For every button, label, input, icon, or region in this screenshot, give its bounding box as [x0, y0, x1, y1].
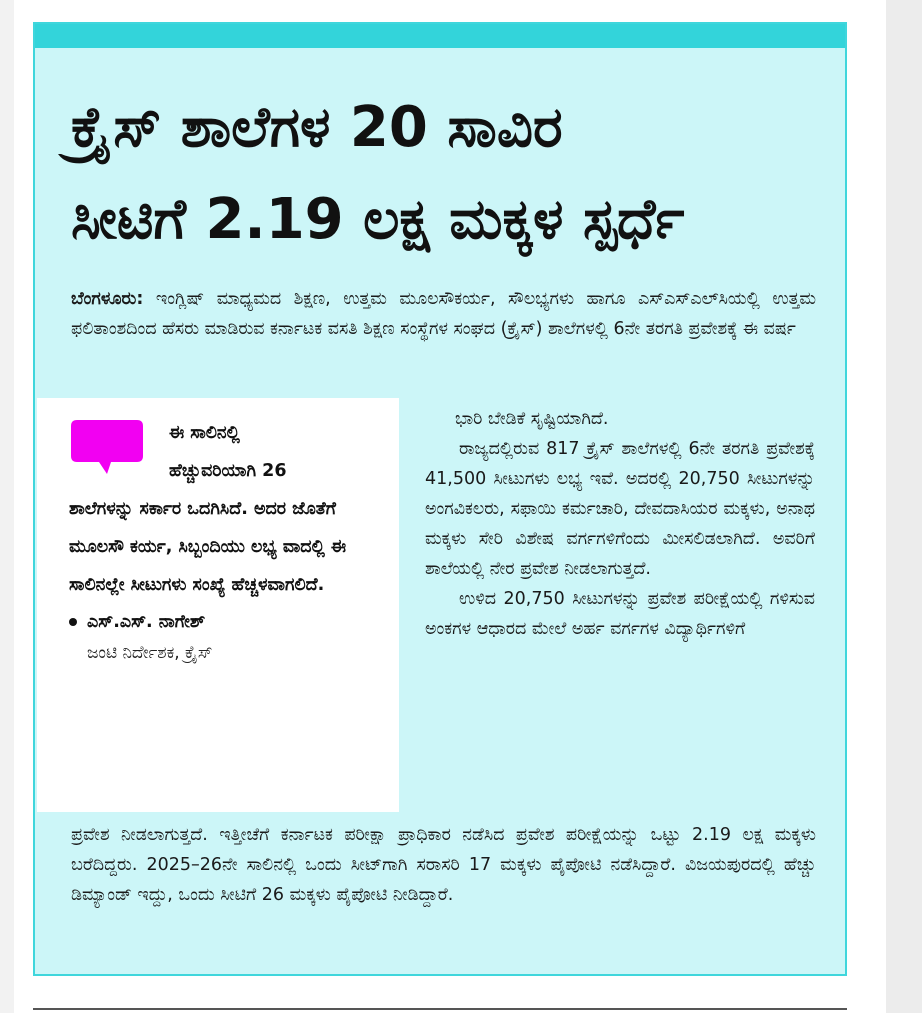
headline-line-2: ಸೀಟಿಗೆ 2.19 ಲಕ್ಷ ಮಕ್ಕಳ ಸ್ಪರ್ಧೆ [71, 187, 685, 252]
headline-line-1: ಕ್ರೈಸ್ ಶಾಲೆಗಳ 20 ಸಾವಿರ [71, 95, 563, 160]
pull-quote [37, 398, 399, 812]
paragraph-2: ರಾಜ್ಯದಲ್ಲಿರುವ 817 ಕ್ರೈಸ್ ಶಾಲೆಗಳಲ್ಲಿ 6ನೇ ತರಗತಿ ಪ್ರವೇಶಕ್ಕೆ 41,500 ಸೀಟುಗಳು ಲಭ್ಯ ಇವೆ. ಅದರಲ್ಲಿ 20,750 ಸೀಟುಗಳನ್ನು ಅಂಗವಿಕಲರು, ಸಫಾಯಿ ಕರ್ಮಚಾರಿ, ದೇವದಾಸಿಯರ ಮಕ್ಕಳು, ಅನಾಥ ಮಕ್ಕಳು ಸೇರಿ ವಿಶೇಷ ವರ್ಗಗಳಿಗೆಂದು ಮೀಸಲಿಡಲಾಗಿದೆ. ಅವರಿಗೆ ಶಾಲೆಯಲ್ಲಿ ನೇರ ಪ್ರವೇಶ ನೀಡಲಾಗುತ್ತದೆ. [425, 439, 815, 579]
speech-bubble-icon [71, 420, 143, 474]
divider-rule [33, 1008, 847, 1010]
article-conclusion [71, 820, 816, 910]
headline [71, 82, 831, 266]
quote-line-1: ಈ ಸಾಲಿನಲ್ಲಿ [169, 423, 240, 443]
bullet-icon [69, 618, 77, 626]
paragraph-3: ಉಳಿದ 20,750 ಸೀಟುಗಳನ್ನು ಪ್ರವೇಶ ಪರೀಕ್ಷೆಯಲ್ಲಿ ಗಳಿಸುವ ಅಂಕಗಳ ಆಧಾರದ ಮೇಲೆ ಅರ್ಹ ವರ್ಗಗಳ ವಿದ್ಯಾರ್ಥಿಗಳಿಗೆ [425, 589, 815, 639]
accent-bar [35, 24, 845, 48]
article-column [425, 404, 815, 644]
dateline: ಬೆಂಗಳೂರು: [71, 289, 144, 309]
quote-line-2: ಹೆಚ್ಚುವರಿಯಾಗಿ 26 [169, 461, 287, 481]
speaker-name: ಎಸ್.ಎಸ್. ನಾಗೇಶ್ [87, 612, 206, 632]
quote-body: ಶಾಲೆಗಳನ್ನು ಸರ್ಕಾರ ಒದಗಿಸಿದೆ. ಅದರ ಜೊತೆಗೆ ಮೂಲಸೌ ಕರ್ಯ, ಸಿಬ್ಬಂದಿಯು ಲಭ್ಯ ವಾದಲ್ಲಿ ಈ ಸಾಲಿನಲ್ಲೇ ಸೀಟುಗಳು ಸಂಖ್ಯೆ ಹೆಚ್ಚಳವಾಗಲಿದೆ. [69, 499, 347, 595]
speaker-designation: ಜಂಟಿ ನಿರ್ದೇಶಕ, ಕ್ರೈಸ್ [87, 643, 213, 663]
page-margin [886, 0, 922, 1013]
paragraph-3-continued: ಪ್ರವೇಶ ನೀಡಲಾಗುತ್ತದೆ. ಇತ್ತೀಚೆಗೆ ಕರ್ನಾಟಕ ಪರೀಕ್ಷಾ ಪ್ರಾಧಿಕಾರ ನಡೆಸಿದ ಪ್ರವೇಶ ಪರೀಕ್ಷೆಯನ್ನು ಒಟ್ಟು 2.19 ಲಕ್ಷ ಮಕ್ಕಳು ಬರೆದಿದ್ದರು. 2025–26ನೇ ಸಾಲಿನಲ್ಲಿ ಒಂದು ಸೀಟ್‌ಗಾಗಿ ಸರಾಸರಿ 17 ಮಕ್ಕಳು ಪೈಪೋಟಿ ನಡೆಸಿದ್ದಾರೆ. ವಿಜಯಪುರದಲ್ಲಿ ಹೆಚ್ಚು ಡಿಮ್ಯಾಂಡ್ ಇದ್ದು, ಒಂದು ಸೀಟಿಗೆ 26 ಮಕ್ಕಳು ಪೈಪೋಟಿ ನೀಡಿದ್ದಾರೆ. [71, 825, 816, 905]
intro-continued: ಭಾರಿ ಬೇಡಿಕೆ ಸೃಷ್ಟಿಯಾಗಿದೆ. [455, 409, 609, 429]
intro-text: ಇಂಗ್ಲಿಷ್ ಮಾಧ್ಯಮದ ಶಿಕ್ಷಣ, ಉತ್ತಮ ಮೂಲಸೌಕರ್ಯ, ಸೌಲಭ್ಯಗಳು ಹಾಗೂ ಎಸ್‌ಎಸ್‌ಎಲ್‌ಸಿಯಲ್ಲಿ ಉತ್ತಮ ಫಲಿತಾಂಶದಿಂದ ಹೆಸರು ಮಾಡಿರುವ ಕರ್ನಾಟಕ ವಸತಿ ಶಿಕ್ಷಣ ಸಂಸ್ಥೆಗಳ ಸಂಘದ (ಕ್ರೈಸ್) ಶಾಲೆಗಳಲ್ಲಿ 6ನೇ ತರಗತಿ ಪ್ರವೇಶಕ್ಕೆ ಈ ವರ್ಷ [71, 289, 816, 339]
quote-speaker [69, 606, 381, 638]
news-clipping [33, 22, 847, 976]
article-intro [71, 284, 816, 344]
